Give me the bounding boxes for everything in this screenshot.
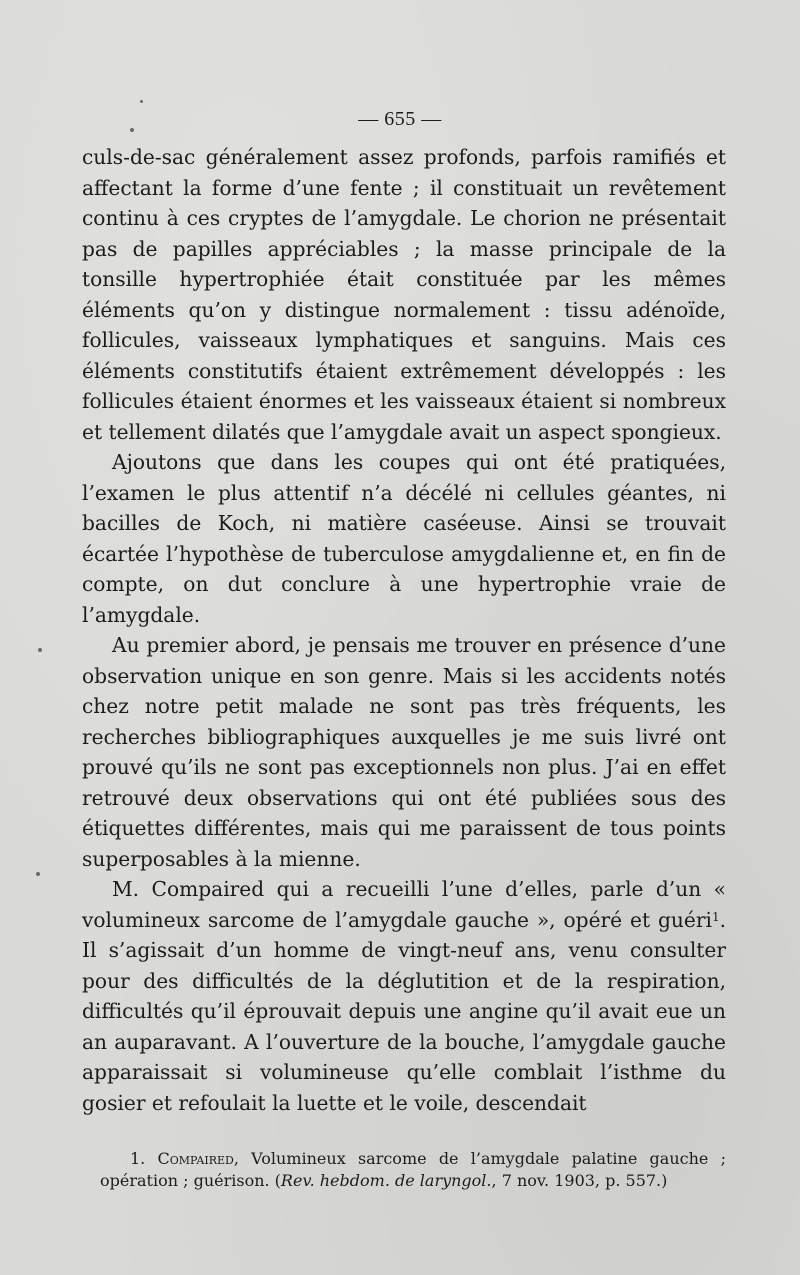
footnote-journal: Rev. hebdom. de laryngol. [280, 1171, 492, 1190]
paragraph-compaired-text-2: . Il s’agissait d’un homme de vingt-neuf ans, venu consulter pour des difficultés de la déglutition et de la respiration, difficultés qu’il éprouvait depuis une angine qu’il avait eue un an auparavant. A l’ouverture de la bouche, l’amygdale gauche apparaissait si volumineuse qu’elle comblait l’isthme du gosier et refoulait la luette et le voile, descendait [82, 907, 726, 1115]
page-number: — 655 — [358, 108, 442, 130]
footnote-author: Compaired [157, 1149, 234, 1168]
scan-speck [140, 100, 143, 103]
footnote-text-1: , Volumineux sarcome de l’amygdale palatine gauche ; opération ; guérison. ( [100, 1149, 727, 1190]
footnote-reference[interactable]: 1 [711, 909, 720, 924]
paragraph-continuation: culs-de-sac généralement assez profonds, parfois ramifiés et affectant la forme d’une fente ; il constituait un revêtement continu à ces cryptes de l’amygdale. Le chorion ne présentait pas de papilles appréciables ; la masse principale de la tonsille hypertrophiée était constituée par les mêmes éléments qu’on y distingue normalement : tissu adénoïde, follicules, vaisseaux lymphatiques et sanguins. Mais ces éléments constitutifs étaient extrêmement développés : les follicules étaient énormes et les vaisseaux étaient si nombreux et tellement dilatés que l’amygdale avait un aspect spongieux. [82, 145, 726, 444]
paragraph-ajoutons: Ajoutons que dans les coupes qui ont été pratiquées, l’examen le plus attentif n’a décélé ni cellules géantes, ni bacilles de Koch, ni matière caséeuse. Ainsi se trouvait écartée l’hypothèse de tuberculose amygdalienne et, en fin de compte, on dut conclure à une hypertrophie vraie de l’amygdale. [82, 450, 726, 627]
footnote-text-2: , 7 nov. 1903, p. 557.) [491, 1171, 668, 1190]
scan-speck [36, 872, 40, 876]
footnote-number: 1. [130, 1149, 146, 1168]
footnote [100, 1148, 726, 1192]
paragraph-compaired-text-1: M. Compaired qui a recueilli l’une d’elles, parle d’un « volumineux sarcome de l’amygdale gauche », opéré et guéri [82, 877, 726, 932]
paragraph-premier-abord: Au premier abord, je pensais me trouver en présence d’une observation unique en son genre. Mais si les accidents notés chez notre petit malade ne sont pas très fréquents, les recherches bibliographiques auxquelles je me suis livré ont prouvé qu’ils ne sont pas exceptionnels non plus. J’ai en effet retrouvé deux observations qui ont été publiées sous des étiquettes différentes, mais qui me paraissent de tous points superposables à la mienne. [82, 633, 726, 871]
body-text [82, 142, 726, 1118]
paragraph-compaired [82, 874, 726, 1118]
scan-speck [38, 648, 42, 652]
scan-speck [130, 128, 134, 132]
